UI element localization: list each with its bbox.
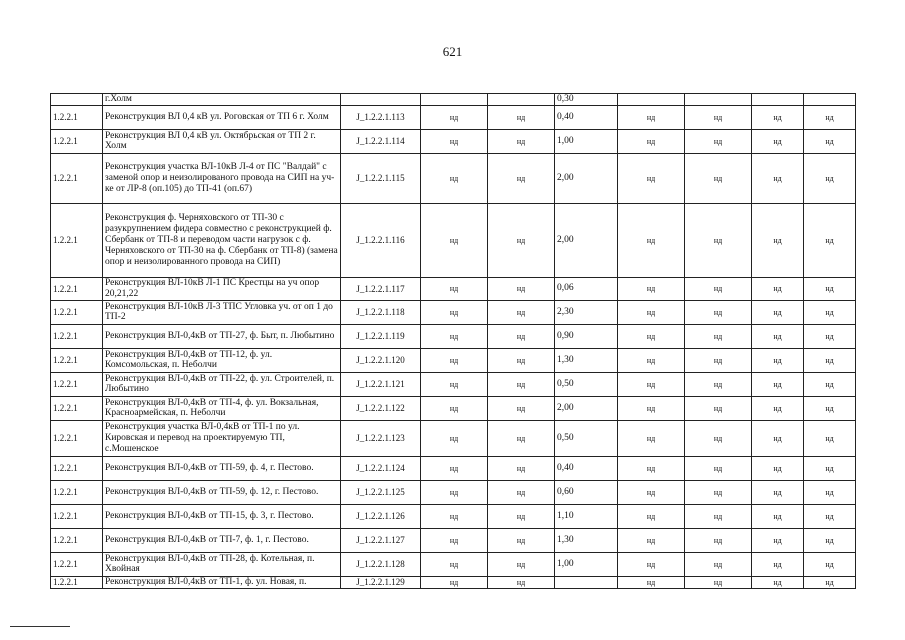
row-nd-2: нд xyxy=(488,105,555,129)
row-nd-6: нд xyxy=(804,552,856,576)
row-nd-2: нд xyxy=(488,324,555,348)
row-nd-2: нд xyxy=(488,300,555,324)
row-code: J_1.2.2.1.129 xyxy=(341,576,421,588)
row-name: Реконструкция ВЛ-0,4кВ от ТП-15, ф. 3, г. Пестово. xyxy=(103,504,341,528)
row-nd-3: нд xyxy=(618,203,685,277)
row-value: 0,90 xyxy=(555,324,618,348)
row-nd-2: нд xyxy=(488,348,555,372)
row-number: 1.2.2.1 xyxy=(51,456,103,480)
row-nd-2: нд xyxy=(488,576,555,588)
table-row xyxy=(51,504,856,528)
row-number: 1.2.2.1 xyxy=(51,372,103,396)
row-name: Реконструкция участка ВЛ-10кВ Л-4 от ПС "Валдай" с заменой опор и неизолированого провода на СИП на уч-ке от ЛР-8 (оп.105) до ТП-41 (оп.67) xyxy=(103,153,341,203)
row-number: 1.2.2.1 xyxy=(51,300,103,324)
row-nd-4: нд xyxy=(685,203,752,277)
row-code: J_1.2.2.1.117 xyxy=(341,277,421,300)
row-value: 0,50 xyxy=(555,420,618,456)
row-nd-5: нд xyxy=(752,456,804,480)
row-nd-5: нд xyxy=(752,348,804,372)
row-nd-1: нд xyxy=(421,480,488,504)
row-name: Реконструкция ВЛ 0,4 кВ ул. Роговская от ТП 6 г. Холм xyxy=(103,105,341,129)
row-value: 1,30 xyxy=(555,348,618,372)
row-number: 1.2.2.1 xyxy=(51,480,103,504)
row-nd-5: нд xyxy=(752,129,804,153)
row-nd-3: нд xyxy=(618,504,685,528)
row-nd-3: нд xyxy=(618,528,685,552)
row-number xyxy=(51,94,103,106)
row-nd-2: нд xyxy=(488,456,555,480)
row-nd-4: нд xyxy=(685,153,752,203)
table-row xyxy=(51,552,856,576)
row-number: 1.2.2.1 xyxy=(51,396,103,420)
footnote-divider xyxy=(10,626,70,627)
row-name: Реконструкция ВЛ-0,4кВ от ТП-28, ф. Котельная, п. Хвойная xyxy=(103,552,341,576)
table-row xyxy=(51,528,856,552)
table-row xyxy=(51,277,856,300)
table-row xyxy=(51,372,856,396)
row-nd-4: нд xyxy=(685,324,752,348)
page-number: 621 xyxy=(442,44,463,59)
row-nd-6: нд xyxy=(804,372,856,396)
row-nd-3: нд xyxy=(618,456,685,480)
row-nd-6: нд xyxy=(804,456,856,480)
row-nd-4: нд xyxy=(685,396,752,420)
row-nd-6: нд xyxy=(804,300,856,324)
table-row xyxy=(51,396,856,420)
row-nd-6 xyxy=(804,94,856,106)
row-nd-4: нд xyxy=(685,576,752,588)
row-value: 1,10 xyxy=(555,504,618,528)
row-nd-2: нд xyxy=(488,277,555,300)
row-nd-6: нд xyxy=(804,480,856,504)
row-nd-4 xyxy=(685,94,752,106)
row-name: Реконструкция ВЛ 0,4 кВ ул. Октябрьская от ТП 2 г. Холм xyxy=(103,129,341,153)
row-nd-4: нд xyxy=(685,552,752,576)
row-number: 1.2.2.1 xyxy=(51,576,103,588)
table-row xyxy=(51,105,856,129)
row-nd-1: нд xyxy=(421,396,488,420)
row-nd-2: нд xyxy=(488,396,555,420)
row-nd-5: нд xyxy=(752,480,804,504)
row-nd-3: нд xyxy=(618,480,685,504)
row-number: 1.2.2.1 xyxy=(51,528,103,552)
row-nd-3: нд xyxy=(618,129,685,153)
row-code: J_1.2.2.1.120 xyxy=(341,348,421,372)
row-value: 2,00 xyxy=(555,203,618,277)
row-name: Реконструкция ВЛ-0,4кВ от ТП-4, ф. ул. Вокзальная, Красноармейская, п. Неболчи xyxy=(103,396,341,420)
row-number: 1.2.2.1 xyxy=(51,203,103,277)
table-row xyxy=(51,300,856,324)
table-row xyxy=(51,420,856,456)
row-nd-5: нд xyxy=(752,203,804,277)
row-code: J_1.2.2.1.121 xyxy=(341,372,421,396)
row-nd-1: нд xyxy=(421,348,488,372)
row-nd-3: нд xyxy=(618,396,685,420)
table-body xyxy=(51,94,856,589)
row-nd-3: нд xyxy=(618,300,685,324)
row-nd-4: нд xyxy=(685,456,752,480)
row-nd-1: нд xyxy=(421,153,488,203)
row-nd-1: нд xyxy=(421,576,488,588)
table-row xyxy=(51,203,856,277)
row-nd-6: нд xyxy=(804,504,856,528)
row-code: J_1.2.2.1.114 xyxy=(341,129,421,153)
row-nd-1: нд xyxy=(421,504,488,528)
row-value: 1,00 xyxy=(555,129,618,153)
row-number: 1.2.2.1 xyxy=(51,153,103,203)
row-code: J_1.2.2.1.123 xyxy=(341,420,421,456)
table-row xyxy=(51,480,856,504)
row-nd-6: нд xyxy=(804,528,856,552)
row-value: 0,60 xyxy=(555,480,618,504)
row-nd-6: нд xyxy=(804,396,856,420)
row-nd-5: нд xyxy=(752,552,804,576)
row-nd-1: нд xyxy=(421,203,488,277)
row-code: J_1.2.2.1.122 xyxy=(341,396,421,420)
row-code: J_1.2.2.1.115 xyxy=(341,153,421,203)
row-name: Реконструкция ВЛ-0,4кВ от ТП-12, ф. ул. Комсомольская, п. Неболчи xyxy=(103,348,341,372)
row-nd-2: нд xyxy=(488,552,555,576)
row-nd-2: нд xyxy=(488,153,555,203)
data-table xyxy=(50,93,856,589)
row-nd-1: нд xyxy=(421,324,488,348)
row-nd-3: нд xyxy=(618,552,685,576)
row-nd-6: нд xyxy=(804,203,856,277)
row-nd-5: нд xyxy=(752,277,804,300)
row-nd-6: нд xyxy=(804,129,856,153)
row-nd-1: нд xyxy=(421,129,488,153)
row-code: J_1.2.2.1.126 xyxy=(341,504,421,528)
table-row xyxy=(51,348,856,372)
row-nd-3: нд xyxy=(618,420,685,456)
row-nd-3: нд xyxy=(618,153,685,203)
row-nd-6: нд xyxy=(804,420,856,456)
row-nd-2: нд xyxy=(488,129,555,153)
row-value: 0,06 xyxy=(555,277,618,300)
row-value: 0,40 xyxy=(555,456,618,480)
row-name: Реконструкция ВЛ-0,4кВ от ТП-1, ф. ул. Новая, п. xyxy=(103,576,341,588)
table-row xyxy=(51,576,856,588)
row-name: Реконструкция ВЛ-0,4кВ от ТП-59, ф. 4, г. Пестово. xyxy=(103,456,341,480)
row-nd-1: нд xyxy=(421,552,488,576)
row-name: Реконструкция ф. Черняховского от ТП-30 с разукрупнением фидера совместно с реконструкцией ф. Сбербанк от ТП-8 и переводом части нагрузок с ф. Черняховского от ТП-30 на ф. Сбербанк от ТП-8) (замена опор и неизолированного провода на СИП) xyxy=(103,203,341,277)
row-nd-1: нд xyxy=(421,456,488,480)
row-nd-5: нд xyxy=(752,153,804,203)
row-value: 1,30 xyxy=(555,528,618,552)
row-code: J_1.2.2.1.127 xyxy=(341,528,421,552)
table-row xyxy=(51,153,856,203)
row-code: J_1.2.2.1.113 xyxy=(341,105,421,129)
row-nd-5: нд xyxy=(752,300,804,324)
row-value: 0,50 xyxy=(555,372,618,396)
row-nd-2: нд xyxy=(488,420,555,456)
row-nd-5: нд xyxy=(752,372,804,396)
row-nd-5 xyxy=(752,94,804,106)
row-code: J_1.2.2.1.116 xyxy=(341,203,421,277)
row-value: 0,30 xyxy=(555,94,618,106)
row-nd-3: нд xyxy=(618,324,685,348)
row-value: 1,00 xyxy=(555,552,618,576)
row-value xyxy=(555,576,618,588)
row-nd-3: нд xyxy=(618,576,685,588)
table-row xyxy=(51,456,856,480)
row-nd-1: нд xyxy=(421,277,488,300)
row-number: 1.2.2.1 xyxy=(51,324,103,348)
row-nd-4: нд xyxy=(685,105,752,129)
row-value: 2,30 xyxy=(555,300,618,324)
row-nd-5: нд xyxy=(752,576,804,588)
row-nd-6: нд xyxy=(804,277,856,300)
row-nd-5: нд xyxy=(752,504,804,528)
row-nd-3: нд xyxy=(618,277,685,300)
row-name: Реконструкция ВЛ-10кВ Л-3 ТПС Угловка уч. от оп 1 до ТП-2 xyxy=(103,300,341,324)
row-nd-1: нд xyxy=(421,105,488,129)
row-nd-5: нд xyxy=(752,105,804,129)
row-nd-2: нд xyxy=(488,480,555,504)
row-number: 1.2.2.1 xyxy=(51,348,103,372)
row-nd-6: нд xyxy=(804,348,856,372)
row-nd-4: нд xyxy=(685,528,752,552)
row-nd-4: нд xyxy=(685,129,752,153)
row-nd-4: нд xyxy=(685,372,752,396)
row-nd-1: нд xyxy=(421,372,488,396)
row-nd-6: нд xyxy=(804,153,856,203)
row-nd-6: нд xyxy=(804,105,856,129)
row-nd-4: нд xyxy=(685,300,752,324)
row-nd-1: нд xyxy=(421,300,488,324)
row-code: J_1.2.2.1.128 xyxy=(341,552,421,576)
row-nd-4: нд xyxy=(685,277,752,300)
row-name: Реконструкция участка ВЛ-0,4кВ от ТП-1 по ул. Кировская и перевод на проектируемую ТП, с.Мошенское xyxy=(103,420,341,456)
row-nd-2 xyxy=(488,94,555,106)
row-number: 1.2.2.1 xyxy=(51,277,103,300)
row-nd-5: нд xyxy=(752,396,804,420)
row-name: г.Холм xyxy=(103,94,341,106)
row-nd-6: нд xyxy=(804,576,856,588)
row-name: Реконструкция ВЛ-0,4кВ от ТП-27, ф. Быт, п. Любытино xyxy=(103,324,341,348)
row-nd-2: нд xyxy=(488,504,555,528)
row-number: 1.2.2.1 xyxy=(51,552,103,576)
row-nd-4: нд xyxy=(685,480,752,504)
row-nd-3 xyxy=(618,94,685,106)
row-value: 2,00 xyxy=(555,396,618,420)
row-nd-4: нд xyxy=(685,348,752,372)
row-code xyxy=(341,94,421,106)
row-nd-4: нд xyxy=(685,420,752,456)
row-nd-4: нд xyxy=(685,504,752,528)
row-nd-5: нд xyxy=(752,420,804,456)
row-code: J_1.2.2.1.118 xyxy=(341,300,421,324)
row-value: 2,00 xyxy=(555,153,618,203)
row-nd-1 xyxy=(421,94,488,106)
row-nd-6: нд xyxy=(804,324,856,348)
row-name: Реконструкция ВЛ-10кВ Л-1 ПС Крестцы на уч опор 20,21,22 xyxy=(103,277,341,300)
row-nd-5: нд xyxy=(752,324,804,348)
row-number: 1.2.2.1 xyxy=(51,504,103,528)
row-nd-5: нд xyxy=(752,528,804,552)
table-row xyxy=(51,129,856,153)
row-code: J_1.2.2.1.119 xyxy=(341,324,421,348)
row-code: J_1.2.2.1.125 xyxy=(341,480,421,504)
row-number: 1.2.2.1 xyxy=(51,129,103,153)
row-nd-3: нд xyxy=(618,105,685,129)
row-value: 0,40 xyxy=(555,105,618,129)
row-nd-3: нд xyxy=(618,372,685,396)
table-row xyxy=(51,94,856,106)
row-name: Реконструкция ВЛ-0,4кВ от ТП-59, ф. 12, г. Пестово. xyxy=(103,480,341,504)
row-nd-2: нд xyxy=(488,372,555,396)
row-nd-3: нд xyxy=(618,348,685,372)
row-nd-1: нд xyxy=(421,528,488,552)
row-name: Реконструкция ВЛ-0,4кВ от ТП-22, ф. ул. Строителей, п. Любытино xyxy=(103,372,341,396)
row-nd-2: нд xyxy=(488,528,555,552)
row-code: J_1.2.2.1.124 xyxy=(341,456,421,480)
row-nd-2: нд xyxy=(488,203,555,277)
row-number: 1.2.2.1 xyxy=(51,105,103,129)
row-number: 1.2.2.1 xyxy=(51,420,103,456)
row-name: Реконструкция ВЛ-0,4кВ от ТП-7, ф. 1, г. Пестово. xyxy=(103,528,341,552)
row-nd-1: нд xyxy=(421,420,488,456)
table-row xyxy=(51,324,856,348)
